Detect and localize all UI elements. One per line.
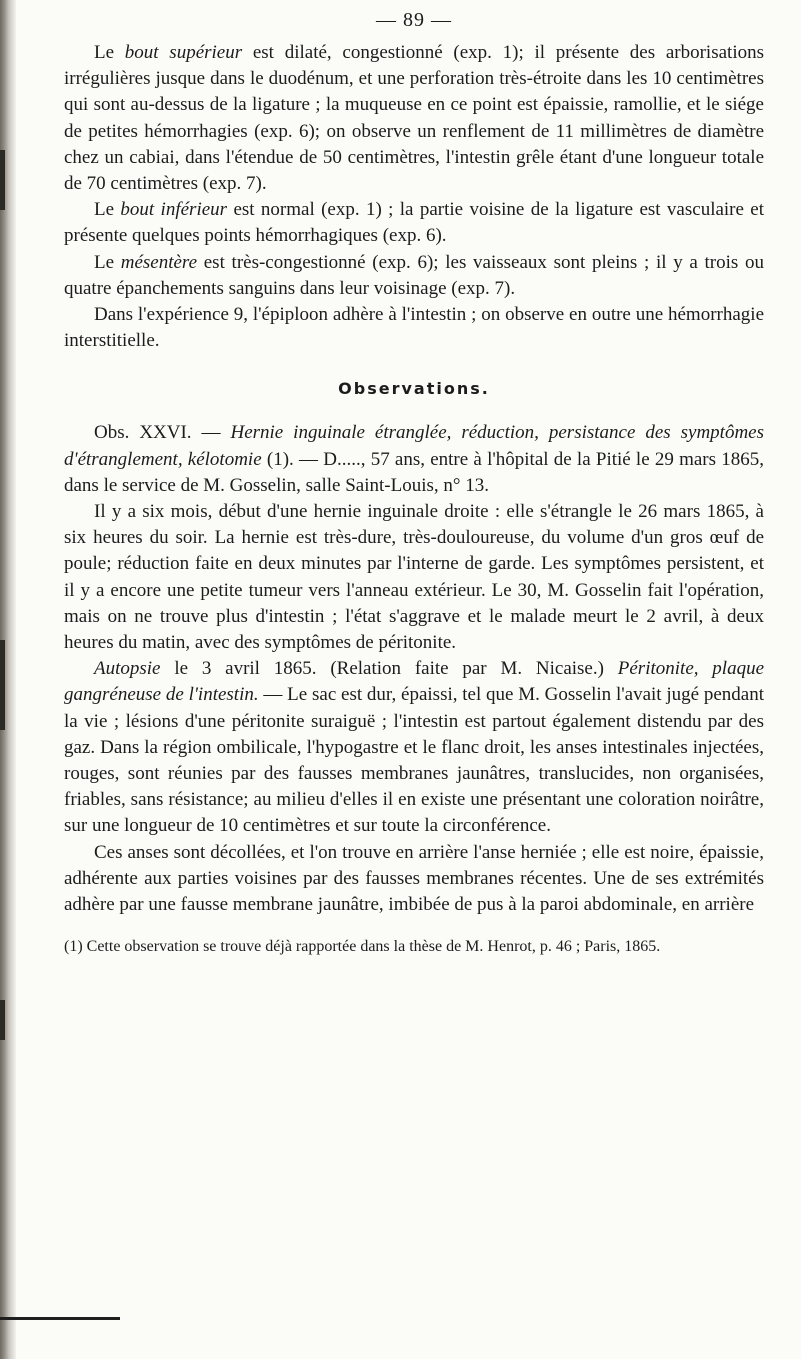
paragraph-prefix: Le (94, 199, 115, 221)
observation-title-rest: (1). — D....., 57 ans, entre à l'hôpital de la Pitié le 29 mars 1865, dans le service de M. Gosselin, salle Saint-Louis, n° 13. (64, 448, 765, 496)
page-number: — 89 — (376, 9, 452, 31)
emphasis-term: mésentère (120, 251, 198, 273)
footnote-text: (1) Cette observation se trouve déjà rapportée dans la thèse de M. Henrot, p. 46 ; Paris, 1865. (64, 938, 661, 956)
footnote (64, 936, 764, 957)
emphasis-term: bout supérieur (124, 42, 243, 63)
paragraph-autopsy (64, 656, 764, 839)
bottom-rule (0, 1317, 120, 1320)
edge-mark (0, 150, 5, 210)
paragraph-text: est normal (exp. 1) ; la partie voisine de la ligature est vasculaire et présente quelques points hémorrhagiques (exp. 6). (64, 199, 765, 247)
paragraph-mesentere (64, 250, 764, 302)
paragraph-text: — Le sac est dur, épaissi, tel que M. Gosselin l'avait jugé pendant la vie ; lésions d'une péritonite suraiguë ; l'intestin est partout également distendu par des gaz. Dans la région ombilicale, l'hypogastre et le flanc droit, les anses intestinales injectées, rouges, sont réunies par des fausses membranes jaunâtres, translucides, non organisées, friables, sans résistance; au milieu d'elles il en existe une présentant une coloration noirâtre, sur une longueur de 10 centimètres et sur toute la circonférence. (64, 684, 765, 837)
emphasis-term: Péritonite, plaque gangréneuse de l'intestin. (64, 658, 765, 706)
section-heading: Observations. (338, 379, 490, 399)
paragraph-text: Dans l'expérience 9, l'épiploon adhère à l'intestin ; on observe en outre une hémorrhagie interstitielle. (64, 304, 764, 352)
paragraph-history (64, 499, 764, 656)
paragraph-text: est dilaté, congestionné (exp. 1); il présente des arborisations irrégulières jusque dans le duodénum, et une perforation très-étroite dans les 10 centimètres qui sont au-dessus de la ligature ; la muqueuse en ce point est épaissie, ramollie, et le siége de petites hémorrhagies (exp. 6); on observe un renflement de 11 millimètres de diamètre chez un cabiai, dans l'étendue de 50 centimètres, l'intestin grêle étant d'une longueur totale de 70 centimètres (exp. 7). (64, 42, 764, 195)
paragraph-anses (64, 840, 764, 919)
paragraph-bout-inferieur (64, 197, 764, 249)
paragraph-text: Ces anses sont décollées, et l'on trouve en arrière l'anse herniée ; elle est noire, épaissie, adhérente aux parties voisines par des fausses membranes récentes. Une de ses extrémités adhère par une fausse membrane jaunâtre, imbibée de pus à la paroi abdominale, en arrière (64, 841, 764, 916)
paragraph-text: Il y a six mois, début d'une hernie inguinale droite : elle s'étrangle le 26 mars 1865, à six heures du soir. La hernie est très-dure, très-douloureuse, du volume d'un gros œuf de poule; réduction faite en deux minutes par l'interne de garde. Les symptômes persistent, et il y a encore une petite tumeur vers l'anneau extérieur. Le 30, M. Gosselin fait l'opération, mais on ne trouve plus d'intestin ; l'état s'aggrave et le malade meurt le 2 avril, à deux heures du matin, avec des symptômes de péritonite. (64, 501, 764, 654)
observation-title-emphasis: Hernie inguinale étranglée, réduction, persistance des symptômes d'étranglement, kélotomie (64, 422, 765, 470)
paragraph-text: le 3 avril 1865. (Relation faite par M. Nicaise.) (174, 658, 604, 680)
observation-title (64, 420, 764, 499)
footnote-separator (64, 918, 764, 936)
emphasis-term: Autopsie (94, 658, 161, 680)
paragraph-text: est très-congestionné (exp. 6); les vaisseaux sont pleins ; il y a trois ou quatre épanchements sanguins dans leur voisinage (exp. 7). (64, 251, 764, 299)
paragraph-prefix: Le (94, 42, 115, 63)
edge-mark (0, 640, 5, 730)
paragraph-prefix: Le (94, 251, 115, 273)
paragraph-experience-9 (64, 302, 764, 354)
observation-label: Obs. XXVI. — (94, 422, 221, 444)
emphasis-term: bout inférieur (120, 199, 228, 221)
page-content (64, 6, 764, 957)
paragraph-bout-superieur (64, 40, 764, 197)
edge-mark (0, 1000, 5, 1040)
